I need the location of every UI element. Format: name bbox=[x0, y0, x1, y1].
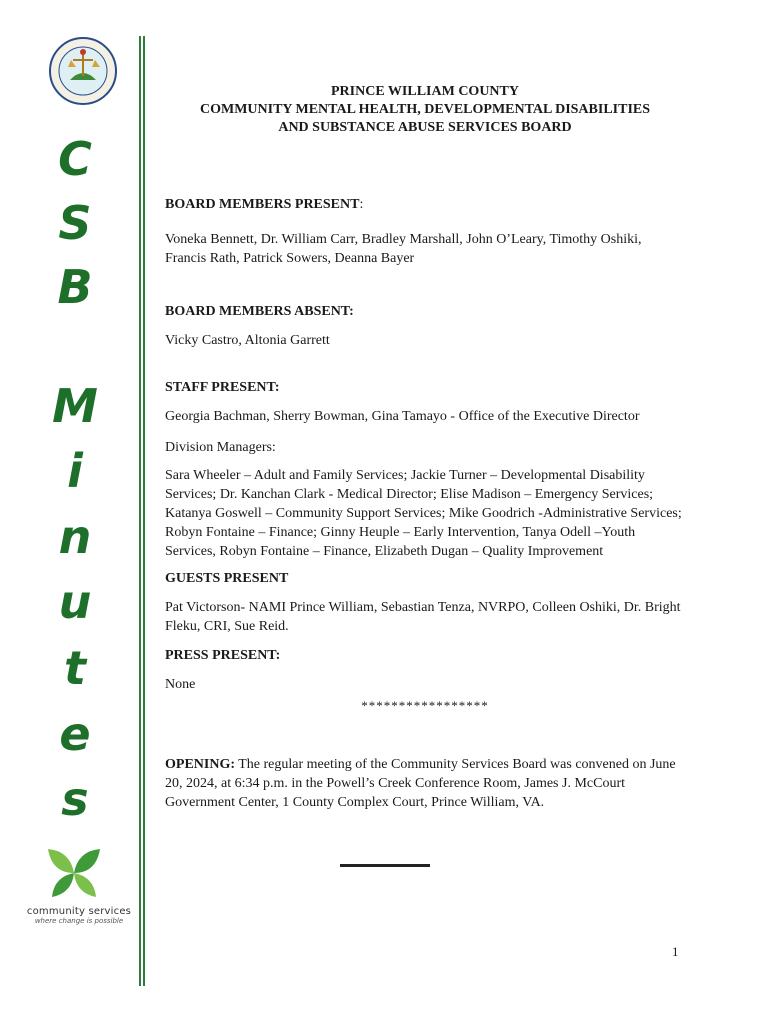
absent-names: Vicky Castro, Altonia Garrett bbox=[165, 333, 330, 348]
present-names: Voneka Bennett, Dr. William Carr, Bradley Marshall, John O’Leary, Timothy Oshiki, Francis Rath, Patrick Sowers, Deanna Bayer bbox=[165, 232, 642, 266]
sidebar-letter-m: M bbox=[52, 379, 98, 433]
minutes-body bbox=[165, 83, 685, 812]
present-heading-colon: : bbox=[359, 197, 364, 212]
sidebar-letter-s2: s bbox=[61, 772, 89, 826]
page-number: 1 bbox=[672, 944, 679, 959]
section-rule bbox=[340, 864, 430, 867]
staff-heading: STAFF PRESENT: bbox=[165, 380, 280, 395]
title-line-3: AND SUBSTANCE ABUSE SERVICES BOARD bbox=[278, 120, 572, 135]
logo-line2: where change is possible bbox=[34, 917, 124, 925]
sidebar bbox=[0, 0, 138, 1024]
sidebar-letter-c: C bbox=[58, 132, 92, 186]
sidebar-letter-e: e bbox=[59, 707, 91, 761]
opening-text: The regular meeting of the Community Services Board was convened on June 20, 2024, at 6:34 p.m. in the Powell’s Creek Conference Room, James J. McCourt Government Center, 1 County Complex Court, Prince William, VA. bbox=[165, 757, 676, 810]
absent-heading: BOARD MEMBERS ABSENT: bbox=[165, 304, 354, 319]
title-line-2: COMMUNITY MENTAL HEALTH, DEVELOPMENTAL DISABILITIES bbox=[199, 102, 651, 117]
sidebar-letter-u: u bbox=[58, 575, 92, 629]
present-heading: BOARD MEMBERS PRESENT bbox=[165, 197, 360, 212]
opening-label: OPENING: bbox=[165, 757, 235, 772]
guests-names: Pat Victorson- NAMI Prince William, Sebastian Tenza, NVRPO, Colleen Oshiki, Dr. Bright Fleku, CRI, Sue Reid. bbox=[165, 600, 681, 634]
community-services-leaf-icon bbox=[44, 847, 104, 899]
community-services-logo-text bbox=[24, 906, 134, 925]
sidebar-letter-s: S bbox=[58, 196, 92, 250]
opening-paragraph bbox=[165, 755, 685, 812]
section-separator: ***************** bbox=[361, 698, 489, 713]
division-managers: Sara Wheeler – Adult and Family Services; Jackie Turner – Developmental Disability Services; Dr. Kanchan Clark - Medical Director; Elise Madison – Emergency Services; Katanya Goswell – Community Support Services; Mike Goodrich -Administrative Services; Robyn Fontaine – Finance; Ginny Heuple – Early Intervention, Tanya Odell –Youth Services, Robyn Fontaine – Finance, Elizabeth Dugan – Quality Improvement bbox=[165, 468, 682, 559]
sidebar-letter-t: t bbox=[64, 641, 86, 695]
sidebar-letter-b: B bbox=[57, 260, 93, 314]
vertical-divider bbox=[139, 36, 145, 986]
staff-office: Georgia Bachman, Sherry Bowman, Gina Tamayo - Office of the Executive Director bbox=[165, 409, 640, 424]
guests-heading: GUESTS PRESENT bbox=[165, 571, 289, 586]
county-seal-icon bbox=[48, 36, 118, 106]
sidebar-letter-n: n bbox=[58, 510, 92, 564]
sidebar-letter-i: i bbox=[67, 444, 83, 498]
press-names: None bbox=[165, 677, 196, 692]
logo-line1: community services bbox=[26, 906, 132, 917]
present-heading-line bbox=[165, 195, 685, 214]
title-line-1: PRINCE WILLIAM COUNTY bbox=[331, 84, 519, 99]
division-managers-label: Division Managers: bbox=[165, 440, 276, 455]
document-title bbox=[165, 83, 685, 137]
press-heading: PRESS PRESENT: bbox=[165, 648, 281, 663]
